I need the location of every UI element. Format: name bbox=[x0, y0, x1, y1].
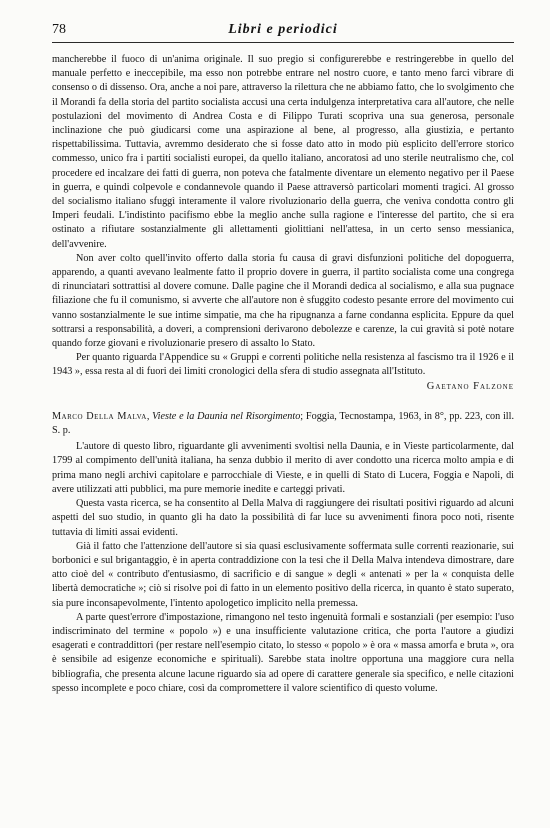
section-divider bbox=[52, 394, 514, 410]
review1-paragraph-3: Per quanto riguarda l'Appendice su « Gruppi e correnti politiche nella resistenza al fascismo tra il 1926 e il 1943 », essa resta al di fuori dei limiti cronologici della sfera di studio assegnata all'Istituto. bbox=[52, 352, 514, 378]
review2-paragraph-1: L'autore di questo libro, riguardante gli avvenimenti svoltisi nella Daunia, e in Vieste particolarmente, dal 1799 al compimento dell'unità italiana, ha senza dubbio il merito di aver condotto una ricerca molto ampia e di prima mano negli archivi capitolare e parrocchiale di Vieste, e in quelli di Stato di Lucera, Foggia e Napoli, di avere utilizzati atti pubblici, ma pure memorie inedite e carteggi privati. bbox=[52, 441, 514, 495]
page-header bbox=[52, 20, 514, 43]
review1-signature-line bbox=[52, 380, 514, 394]
review-della-malva bbox=[52, 410, 514, 696]
book-publication-details: ; Foggia, Tecnostampa, 1963, in 8°, pp. 223, con ill. S. p. bbox=[52, 410, 515, 437]
review1-paragraph-2: Non aver colto quell'invito offerto dalla storia fu causa di gravi disfunzioni politiche del dopoguerra, apparendo, a quanti avevano lealmente fatto il proprio dovere in guerra, il partito socialista come una congrega di rinunciatari sottrattisi al dovere comune. Dalle pagine che il Morandi dedica al socialismo, e alla sua pugnace filiazione che fu il comunismo, si avverte che all'autore non è sfuggito codesto pesante errore del movimento cui vanno sostanzialmente le sue intime simpatie, ma che ha ripugnanza a farne condanna esplicita. Eppure da quel sottrarsi a responsabilità, a doveri, a comprensioni derivarono debolezze e carenze, la cui gravità si potè notare quando forze giovani e rivoluzionarie presero di assalto lo Stato. bbox=[52, 252, 514, 350]
review1-paragraph-1: mancherebbe il fuoco di un'anima originale. Il suo pregio si configurerebbe e restringerebbe in quello del manuale perfetto e ineccepibile, ma esso non potrebbe entrare nel nostro cuore, e tanto meno farci vibrare di consenso o di dissenso. Ora, anche a noi pare, attraverso la rilettura che ne abbiamo fatto, che lo svolgimento che il Morandi fa della storia del partito socialista accusi una certa indulgenza interpretativa cara all'autore, che nelle postulazioni del movimento di Andrea Costa e di Filippo Turati scopriva una sua generosa, personale inclinazione che può giudicarsi come una aspirazione al bene, al progresso, alla giustizia, e pertanto rispettabilissima. Tuttavia, avremmo desiderato che si fosse dato atto in modo più esplicito dell'errore storico commesso, unico fra i partiti socialisti europei, da quello italiano, ancoratosi ad uno sterile neutralismo che, col procedere ed incalzare dei fatti di guerra, non poteva che fatalmente diventare un elemento negativo per il Paese in guerra, e quindi colpevole e condannevole quando il Paese attraversò particolari momenti tragici. Al grosso del socialismo italiano sfuggì interamente il valore rivoluzionario della guerra, che veniva condotta contro gli Imperi feudali. L'indistinto pacifismo ebbe la meglio anche sulla ragione e l'interesse del partito, che si era ostinato a rifiutare sostanzialmente gli allettamenti giolittiani nell'attesa, in un certo senso messianica, dell'avvenire. bbox=[52, 54, 514, 250]
page-body bbox=[52, 53, 514, 696]
reviewer-signature: Gaetano Falzone bbox=[426, 380, 514, 392]
bibliographic-entry: Marco Della Malva, Vieste e la Daunia nel Risorgimento; Foggia, Tecnostampa, 1963, in 8°, pp. 223, con ill. S. p. bbox=[52, 410, 515, 437]
page-number: 78 bbox=[52, 22, 66, 37]
review2-paragraph-2: Questa vasta ricerca, se ha consentito al Della Malva di raggiungere dei risultati positivi riguardo ad alcuni aspetti del suo studio, in quanto gli ha dato la possibilità di far luce su avvenimenti finora poco noti, risente tuttavia di limiti assai evidenti. bbox=[52, 498, 514, 538]
review2-paragraph-4: A parte quest'errore d'impostazione, rimangono nel testo ingenuità formali e sostanziali (per esempio: l'uso indiscriminato del termine « popolo ») e una insufficiente valutazione critica, che porta l'autore a giudizi esagerati e contraddittori (per restare nell'esempio citato, lo stesso « popolo » è ora « massa amorfa e bruta », ora è sensibile ad esigenze economiche e spirituali). Sarebbe stata inoltre opportuna una maggiore cura nella bibliografia, che presenta alcune lacune riguardo sia ad opere di carattere generale sia specifico, e nelle citazioni spesso incomplete e poco chiare, così da compromettere il valore scientifico di questo volume. bbox=[52, 611, 514, 694]
book-author: Marco Della Malva bbox=[52, 410, 147, 422]
review2-paragraph-3: Già il fatto che l'attenzione dell'autore si sia quasi esclusivamente soffermata sulle correnti reazionarie, sui borbonici e sul brigantaggio, è in aperta contraddizione con la tesi che il Della Malva intendeva dimostrare, dare atto cioè del « contributo d'entusiasmo, di sacrificio e di sangue » degli « antenati » per la « conquista delle libertà democratiche »; ciò si risolve poi di fatto in un elemento positivo della ricerca, in quanto è stato superato, sia pure inconsapevolmente, l'intento apologetico implicito nella premessa. bbox=[52, 540, 514, 609]
review-morandi bbox=[52, 53, 514, 394]
book-title: Vieste e la Daunia nel Risorgimento bbox=[152, 410, 301, 422]
running-title: Libri e periodici bbox=[228, 22, 338, 37]
